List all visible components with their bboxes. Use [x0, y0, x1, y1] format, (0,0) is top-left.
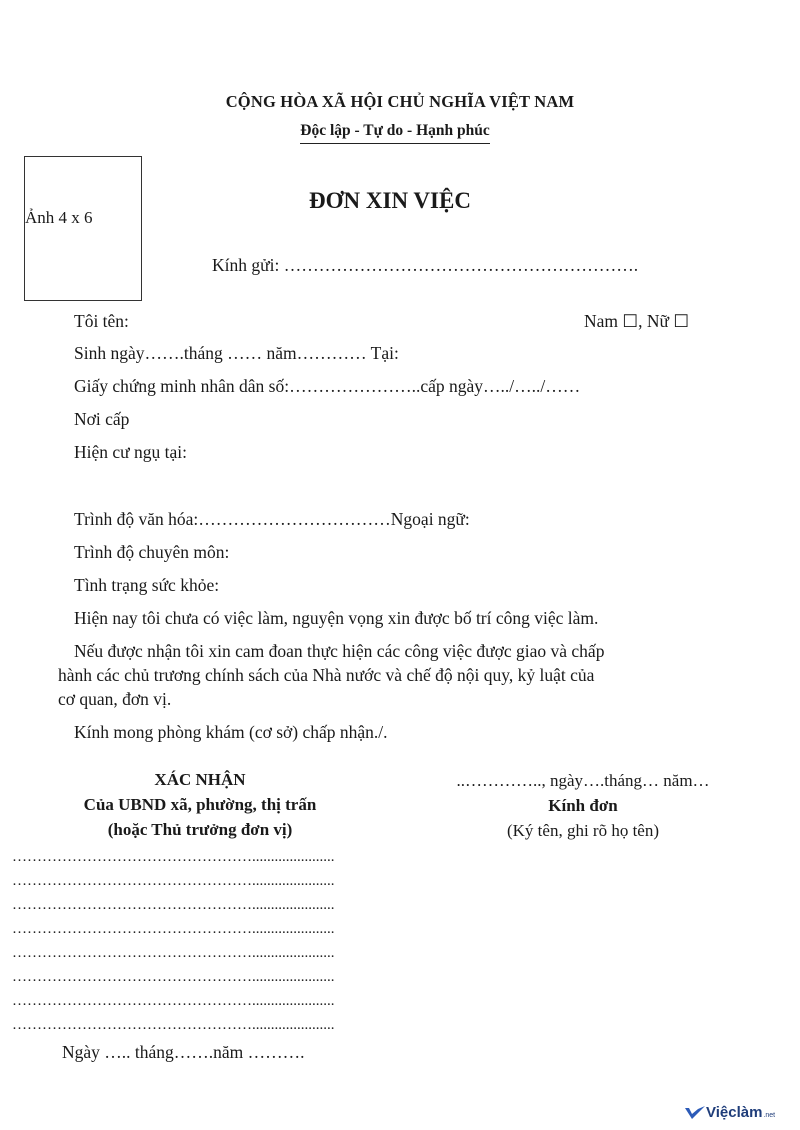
paragraph-2-line-1: Nếu được nhận tôi xin cam đoan thực hiện các công việc được giao và chấp [74, 641, 605, 661]
logo-suffix: .net [763, 1112, 776, 1119]
name-field: Tôi tên: [74, 311, 129, 331]
document-title: ĐƠN XIN VIỆC [309, 188, 471, 213]
addressee-line: Kính gửi: ……………………………………………………. [212, 255, 639, 275]
residence-field: Hiện cư ngụ tại: [74, 442, 187, 462]
confirmation-dotted-line: …………………………………………...................... [12, 993, 335, 1009]
id-card-field: Giấy chứng minh nhân dân số:…………………..cấp ngày…../…../…… [74, 376, 581, 396]
confirmation-dotted-line: …………………………………………...................... [12, 897, 335, 913]
signature-date: ..………….., ngày….tháng… năm… [456, 771, 710, 790]
paragraph-2-line-3: cơ quan, đơn vị. [58, 689, 172, 709]
confirmation-dotted-line: …………………………………………...................... [12, 1017, 335, 1033]
birth-field: Sinh ngày…….tháng …… năm………… Tại: [74, 343, 399, 363]
education-field: Trình độ văn hóa:……………………………Ngoại ngữ: [74, 509, 470, 529]
logo-brand: Việclàm [706, 1104, 763, 1121]
vieclam-logo [684, 1104, 775, 1121]
confirmation-dotted-line: …………………………………………...................... [12, 921, 335, 937]
paragraph-2-line-2: hành các chủ trương chính sách của Nhà nước và chế độ nội quy, kỷ luật của [58, 665, 595, 685]
signature-title: Kính đơn [548, 796, 618, 815]
confirmation-dotted-line: …………………………………………...................... [12, 873, 335, 889]
confirmation-dotted-line: …………………………………………...................... [12, 945, 335, 961]
motto-wrapper [0, 120, 790, 144]
health-field: Tình trạng sức khỏe: [74, 575, 220, 595]
confirmation-title: XÁC NHẬN [154, 770, 246, 789]
photo-placeholder-box [24, 156, 142, 301]
confirmation-line-2: (hoặc Thủ trưởng đơn vị) [107, 820, 293, 839]
specialty-field: Trình độ chuyên môn: [74, 542, 230, 562]
confirmation-dotted-line: …………………………………………...................... [12, 969, 335, 985]
confirmation-date: Ngày ….. tháng…….năm ………. [62, 1042, 305, 1062]
signature-note: (Ký tên, ghi rõ họ tên) [506, 821, 660, 840]
paragraph-3: Kính mong phòng khám (cơ sở) chấp nhận./. [74, 722, 388, 742]
photo-label: Ảnh 4 x 6 [25, 208, 93, 227]
confirmation-dotted-line: …………………………………………...................... [12, 849, 335, 865]
confirmation-line-1: Của UBND xã, phường, thị trấn [83, 795, 317, 814]
issued-place-field: Nơi cấp [74, 409, 130, 429]
motto-heading: Độc lập - Tự do - Hạnh phúc [300, 122, 489, 144]
nation-heading: CỘNG HÒA XÃ HỘI CHỦ NGHĨA VIỆT NAM [225, 92, 575, 111]
paragraph-1: Hiện nay tôi chưa có việc làm, nguyện vọng xin được bố trí công việc làm. [74, 608, 599, 628]
checkmark-logo-icon [684, 1105, 706, 1121]
gender-field: Nam ☐, Nữ ☐ [584, 311, 690, 331]
